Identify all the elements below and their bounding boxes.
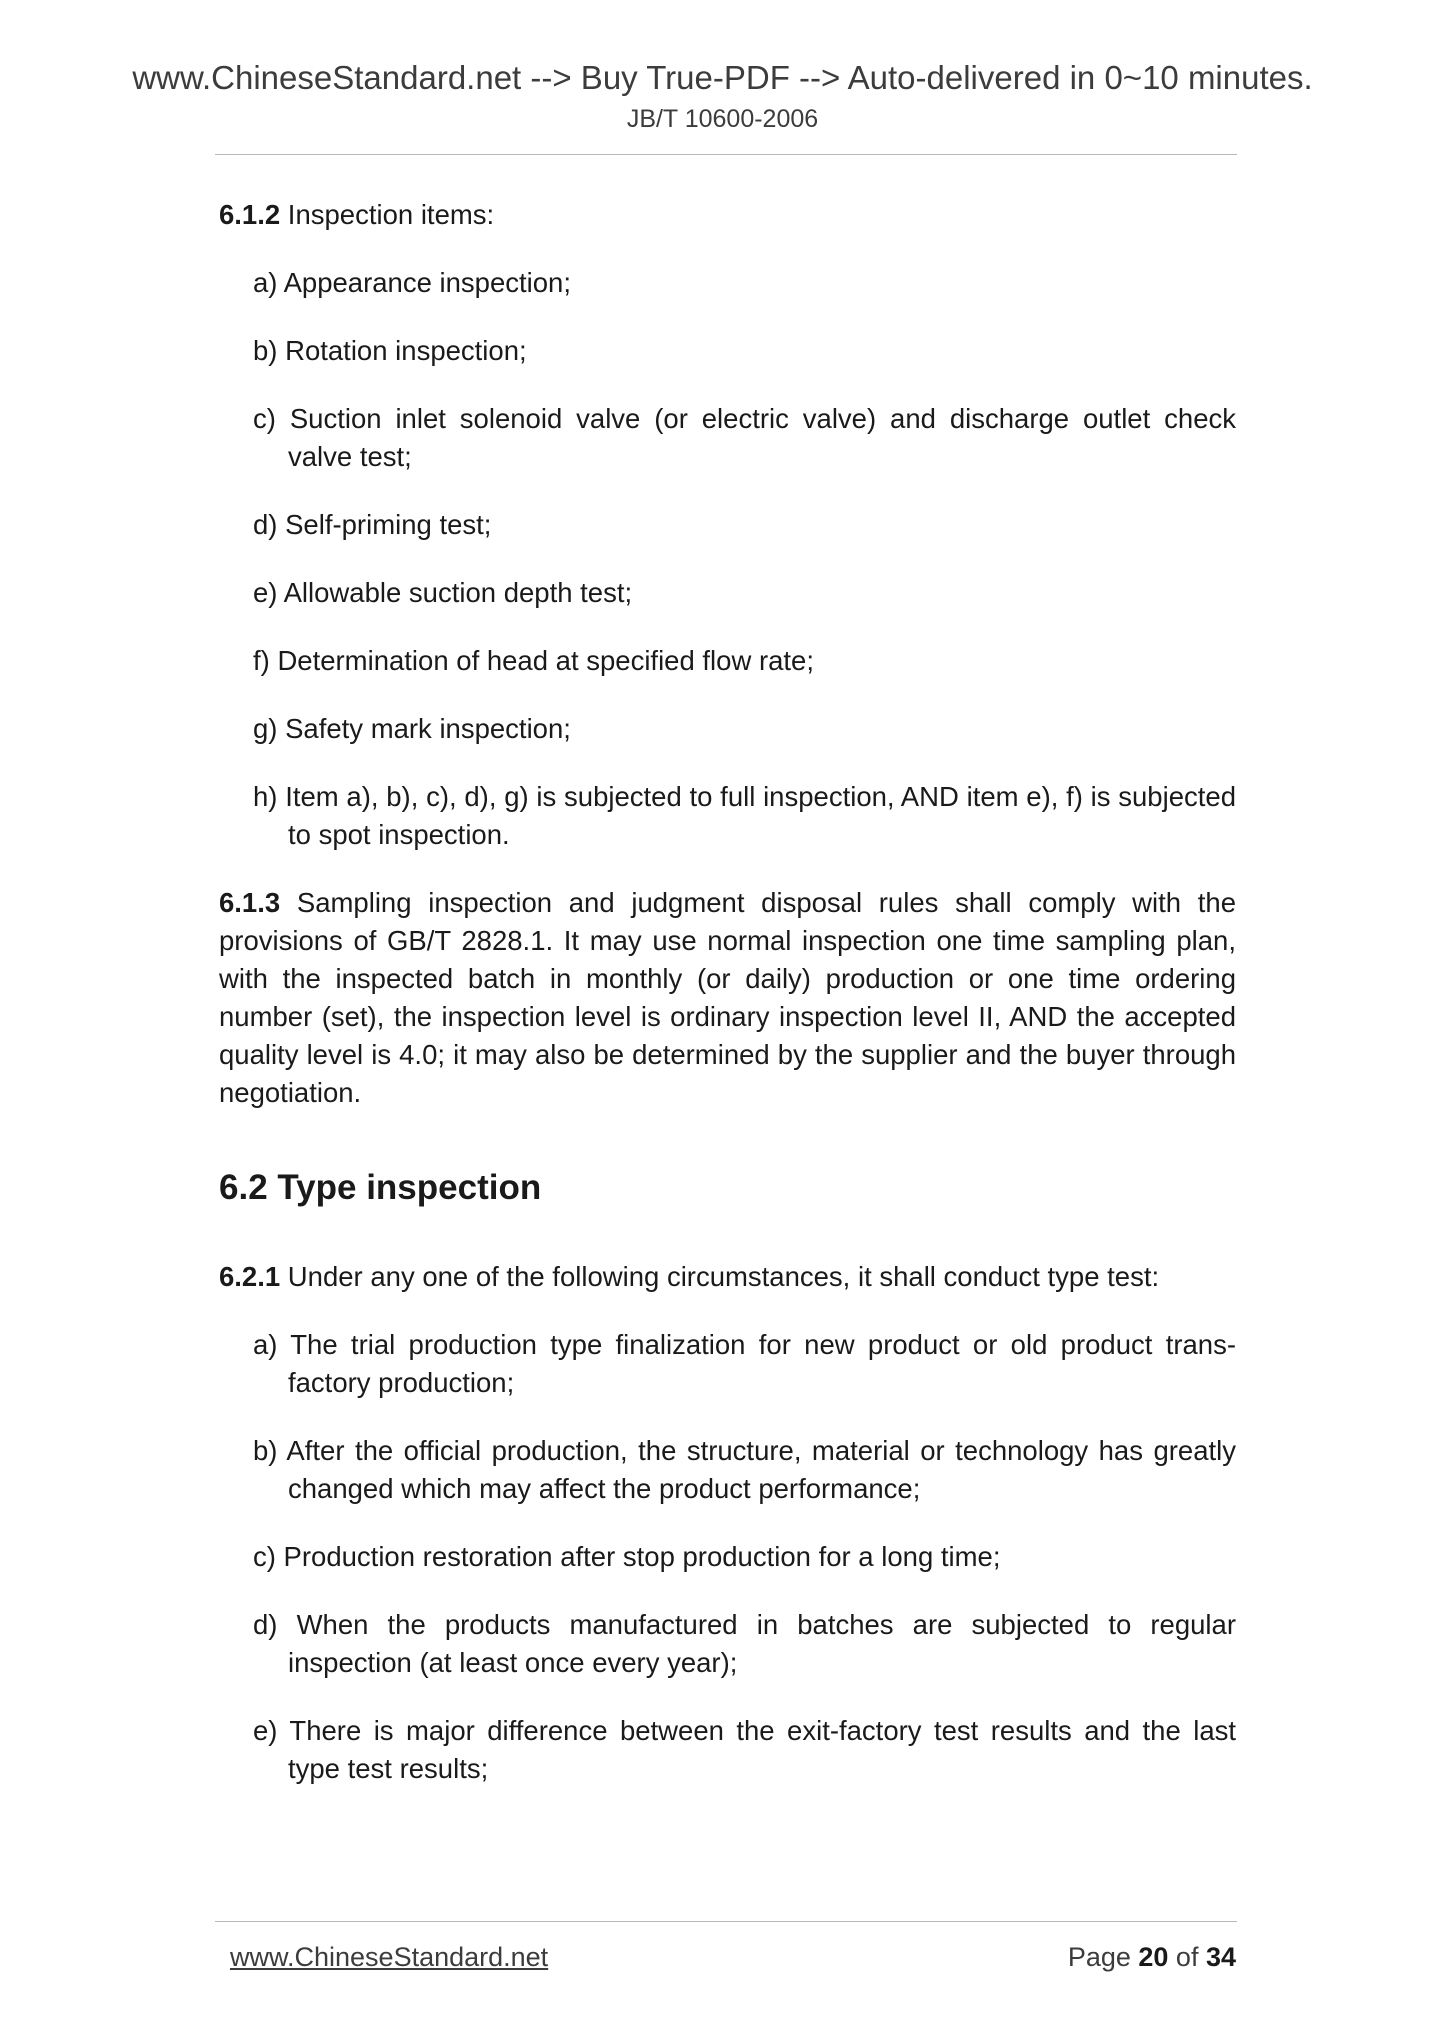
list-item: a) Appearance inspection; [253,267,571,298]
page-content [219,196,1236,1818]
list-item: d) When the products manufactured in batches are subjected to regular inspection (at least once every year); [253,1609,1236,1678]
clause-text: Sampling inspection and judgment disposal rules shall comply with the provisions of GB/T 2828.1. It may use normal inspection one time sampling plan, with the inspected batch in monthly (or daily) production or one time ordering number (set), the inspection level is ordinary inspection level II, AND the accepted quality level is 4.0; it may also be determined by the supplier and the buyer through negotiation. [219,887,1236,1108]
header-banner[interactable]: www.ChineseStandard.net --> Buy True-PDF --> Auto-delivered in 0~10 minutes. [132,59,1313,96]
footer-website-link[interactable]: www.ChineseStandard.net [230,1942,549,1972]
page-of: of [1168,1942,1206,1972]
clause-6-2-1 [219,1258,1236,1296]
page-total: 34 [1205,1942,1236,1972]
list-item: f) Determination of head at specified flow rate; [253,645,814,676]
page-current: 20 [1138,1942,1169,1972]
section-heading-6-2: 6.2 Type inspection [219,1168,542,1207]
clause-text: Inspection items: [280,199,495,230]
clause-text: Under any one of the following circumstances, it shall conduct type test: [280,1261,1160,1292]
list-item: h) Item a), b), c), d), g) is subjected to full inspection, AND item e), f) is subjected to spot inspection. [253,781,1236,850]
page-number [1068,1938,1236,1976]
list-item: b) Rotation inspection; [253,335,527,366]
list-item: g) Safety mark inspection; [253,713,571,744]
list-item: a) The trial production type finalization for new product or old product trans-factory production; [253,1329,1236,1398]
list-item: e) Allowable suction depth test; [253,577,633,608]
clause-6-1-3 [219,884,1236,1112]
clause-number: 6.2.1 [219,1261,281,1292]
clause-number: 6.1.3 [219,887,281,918]
list-item: e) There is major difference between the exit-factory test results and the last type test results; [253,1715,1236,1784]
header-divider [215,154,1237,155]
list-item: c) Suction inlet solenoid valve (or electric valve) and discharge outlet check valve test; [253,403,1236,472]
document-code: JB/T 10600-2006 [626,105,819,133]
clause-6-1-2 [219,196,1236,234]
list-item: d) Self-priming test; [253,509,492,540]
footer-divider [215,1921,1237,1922]
list-item: c) Production restoration after stop production for a long time; [253,1541,1001,1572]
list-item: b) After the official production, the structure, material or technology has greatly changed which may affect the product performance; [253,1435,1236,1504]
page-prefix: Page [1067,1942,1139,1972]
clause-number: 6.1.2 [219,199,281,230]
